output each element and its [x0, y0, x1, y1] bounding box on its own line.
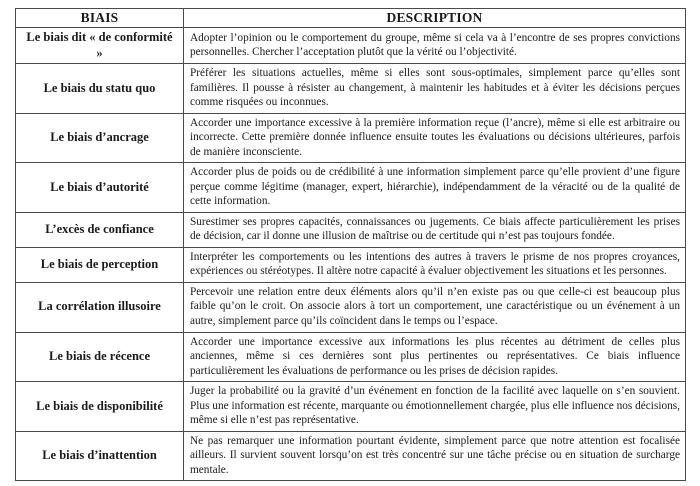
bias-description: Préférer les situations actuelles, même si elles sont sous-optimales, simplement parce qu’elles sont familières. Il pousse à résister au changement, à maintenir les habitudes et à éviter les décisions perçues comme risquées ou inconnues. [184, 64, 686, 114]
bias-name: Le biais de récence [16, 332, 184, 382]
bias-description: Accorder une importance excessive aux informations les plus récentes au détriment de celles plus anciennes, même si ces dernières sont plus pertinentes ou représentatives. Ce biais influence particulièrement les évaluations de performance ou les prises de décision rapides. [184, 332, 686, 382]
column-header-description: DESCRIPTION [184, 9, 686, 28]
bias-name: Le biais de perception [16, 247, 184, 282]
bias-name: Le biais du statu quo [16, 64, 184, 114]
table-row [16, 382, 686, 432]
table-row [16, 332, 686, 382]
bias-description: Accorder plus de poids ou de crédibilité à une information simplement parce qu’elle provient d’une figure perçue comme légitime (manager, expert, hiérarchie), indépendamment de la véracité ou de la qualité de cette information. [184, 163, 686, 213]
table-row [16, 282, 686, 332]
bias-table [15, 8, 686, 481]
bias-description: Juger la probabilité ou la gravité d’un événement en fonction de la facilité avec laquelle on s’en souvient. Plus une information est récente, marquante ou émotionnellement chargée, plus elle influence nos décisions, même si elle n’est pas représentative. [184, 382, 686, 432]
bias-name: La corrélation illusoire [16, 282, 184, 332]
table-row [16, 64, 686, 114]
bias-description: Accorder une importance excessive à la première information reçue (l’ancre), même si elle est arbitraire ou incorrecte. Cette première donnée influence ensuite toutes les évaluations ou décisions ultérieures, parfois de manière inconsciente. [184, 113, 686, 163]
bias-name: Le biais dit « de conformité » [16, 28, 184, 64]
column-header-biais: BIAIS [16, 9, 184, 28]
table-row [16, 247, 686, 282]
bias-name: Le biais d’inattention [16, 431, 184, 481]
bias-description: Percevoir une relation entre deux éléments alors qu’il n’en existe pas ou que celle-ci est beaucoup plus faible qu’on le croit. On associe alors à tort un comportement, une caractéristique ou un événement à un autre, simplement parce qu’ils coïncident dans le temps ou l’espace. [184, 282, 686, 332]
bias-description: Interpréter les comportements ou les intentions des autres à travers le prisme de nos propres croyances, expériences ou stéréotypes. Il altère notre capacité à évaluer objectivement les situations et les personnes. [184, 247, 686, 282]
table-row [16, 163, 686, 213]
table-row [16, 28, 686, 64]
bias-name: Le biais de disponibilité [16, 382, 184, 432]
bias-name: L’excès de confiance [16, 212, 184, 247]
bias-description: Surestimer ses propres capacités, connaissances ou jugements. Ce biais affecte particulièrement les prises de décision, car il donne une illusion de maîtrise ou de certitude qui n’est pas toujours fondée. [184, 212, 686, 247]
bias-description: Adopter l’opinion ou le comportement du groupe, même si cela va à l’encontre de ses propres convictions personnelles. Chercher l’acceptation plutôt que la vérité ou l’objectivité. [184, 28, 686, 64]
bias-name: Le biais d’ancrage [16, 113, 184, 163]
table-row [16, 113, 686, 163]
table-row [16, 431, 686, 481]
table-row [16, 212, 686, 247]
table-header-row [16, 9, 686, 28]
bias-description: Ne pas remarquer une information pourtant évidente, simplement parce que notre attention est focalisée ailleurs. Il survient souvent lorsqu’on est très concentré sur une tâche précise ou en situation de surcharge mentale. [184, 431, 686, 481]
bias-name: Le biais d’autorité [16, 163, 184, 213]
